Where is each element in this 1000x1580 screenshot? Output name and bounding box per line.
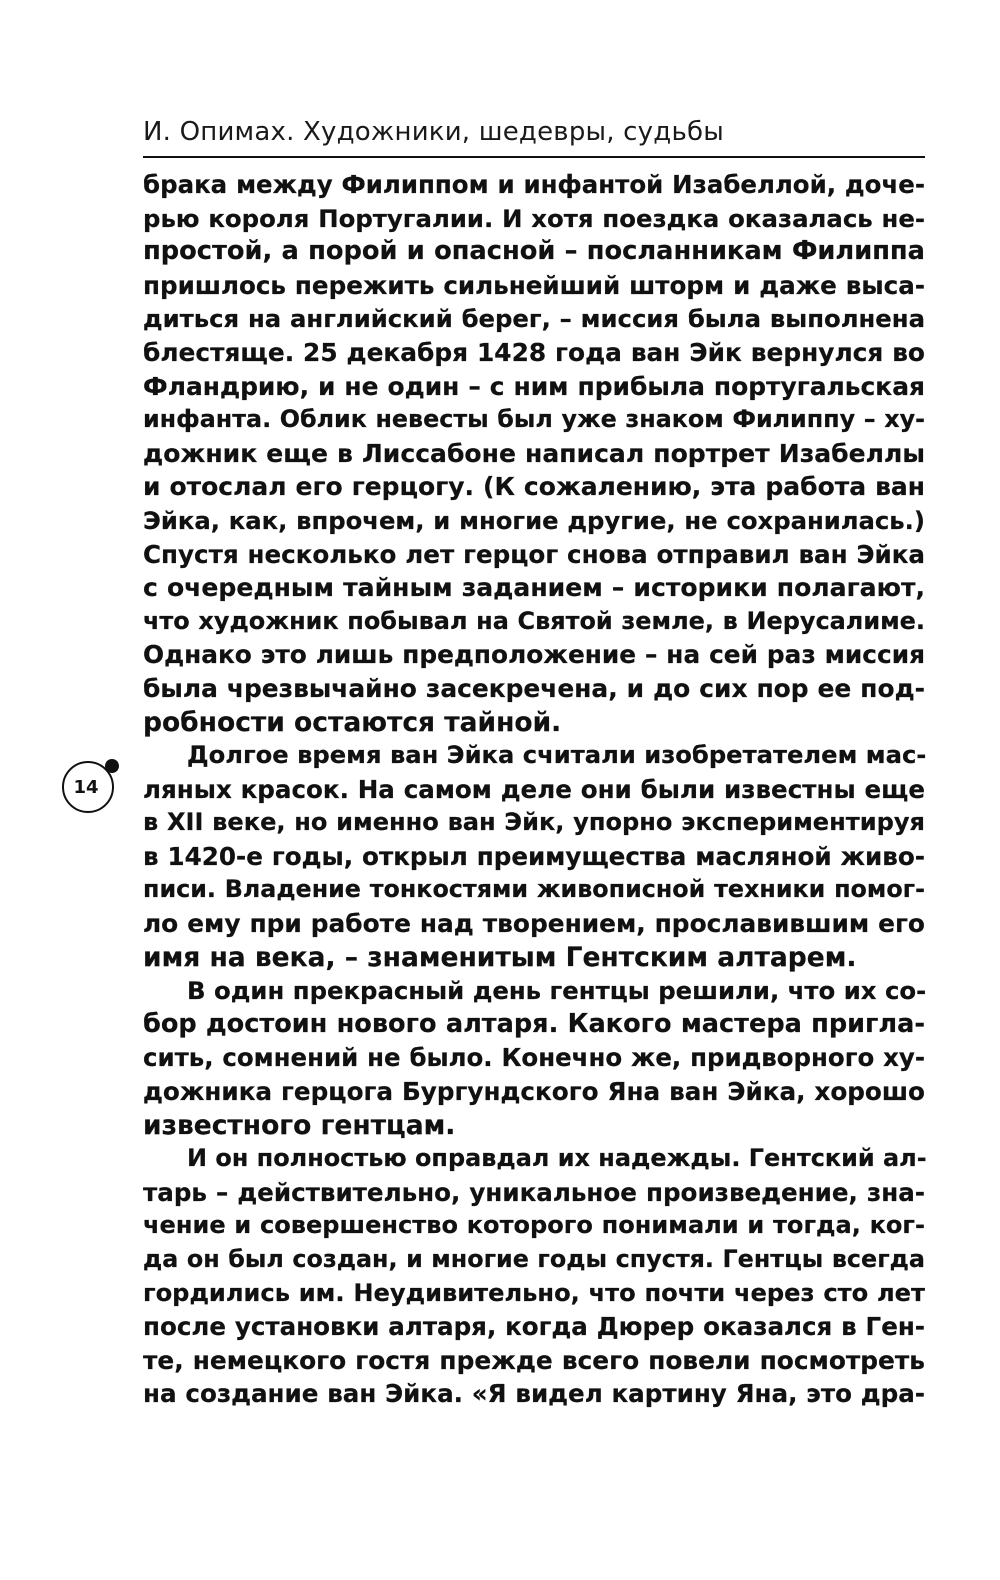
text-line: Эйка, как, впрочем, и многие другие, не сохранилась.) [143,505,925,535]
text-line: и отослал его герцогу. (К сожалению, эта работа ван [143,472,925,502]
paragraph-first-line: И он полностью оправдал их надежды. Гентский ал- [187,1144,927,1173]
text-line: в 1420-е годы, открыл преимущества масляной живо- [143,841,925,871]
text-line: робности остаются тайной. [143,706,562,738]
text-line: писи. Владение тонкостями живописной техники помог- [143,875,925,904]
text-line: да он был создан, и многие годы спустя. Гентцы всегда [143,1245,925,1273]
page-number-badge [62,761,114,813]
body-text [143,168,925,1411]
page-number: 14 [73,776,99,798]
text-line: пришлось пережить сильнейший шторм и даже выса- [143,270,925,300]
paragraph-first-line: Долгое время ван Эйка считали изобретателем мас- [187,741,927,770]
text-line: имя на века, – знаменитым Гентским алтарем. [143,941,857,973]
text-line: Однако это лишь предположение – на сей раз миссия [143,640,925,670]
text-line: те, немецкого гостя прежде всего повели посмотреть [143,1345,925,1375]
text-line: с очередным тайным заданием – историки полагают, [143,573,925,603]
text-line: инфанта. Облик невесты был уже знаком Филиппу – ху- [143,405,925,434]
text-line: что художник побывал на Святой земле, в Иерусалиме. [143,606,925,635]
text-line: простой, а порой и опасной – посланникам Филиппа [143,236,925,267]
text-line: сить, сомнений не было. Конечно же, придворного ху- [143,1043,925,1073]
text-line: Фландрию, и не один – с ним прибыла португальская [143,371,925,401]
text-line: в XII веке, но именно ван Эйк, упорно экспериментируя [143,808,925,837]
text-line: гордились им. Неудивительно, что почти через сто лет [143,1278,925,1307]
text-line: ляных красок. На самом деле они были известны еще [143,774,925,804]
text-line: диться на английский берег, – миссия была выполнена [143,304,925,334]
text-line: блестяще. 25 декабря 1428 года ван Эйк вернулся во [143,337,925,367]
text-line: рью короля Португалии. И хотя поездка оказалась не- [143,203,925,233]
text-line: после установки алтаря, когда Дюрер оказался в Ген- [143,1312,925,1342]
text-line: тарь – действительно, уникальное произведение, зна- [143,1177,925,1207]
running-header: И. Опимах. Художники, шедевры, судьбы [143,114,925,158]
text-line: бор достоин нового алтаря. Какого мастера пригла- [143,1008,925,1039]
text-line: брака между Филиппом и инфантой Изабеллой, доче- [143,170,925,199]
text-line: чение и совершенство которого понимали и тогда, ког- [143,1211,925,1240]
text-line: дожник еще в Лиссабоне написал портрет Изабеллы [143,438,925,468]
paragraph-first-line: В один прекрасный день гентцы решили, что их со- [187,976,927,1006]
text-line: ло ему при работе над творением, прославившим его [143,909,925,939]
text-line: дожника герцога Бургундского Яна ван Эйка, хорошо [143,1077,925,1107]
text-line: Спустя несколько лет герцог снова отправил ван Эйка [143,539,925,569]
text-line: на создание ван Эйка. «Я видел картину Яна, это дра- [143,1379,925,1409]
text-line: была чрезвычайно засекречена, и до сих пор ее под- [143,673,925,703]
text-line: известного гентцам. [143,1109,456,1141]
